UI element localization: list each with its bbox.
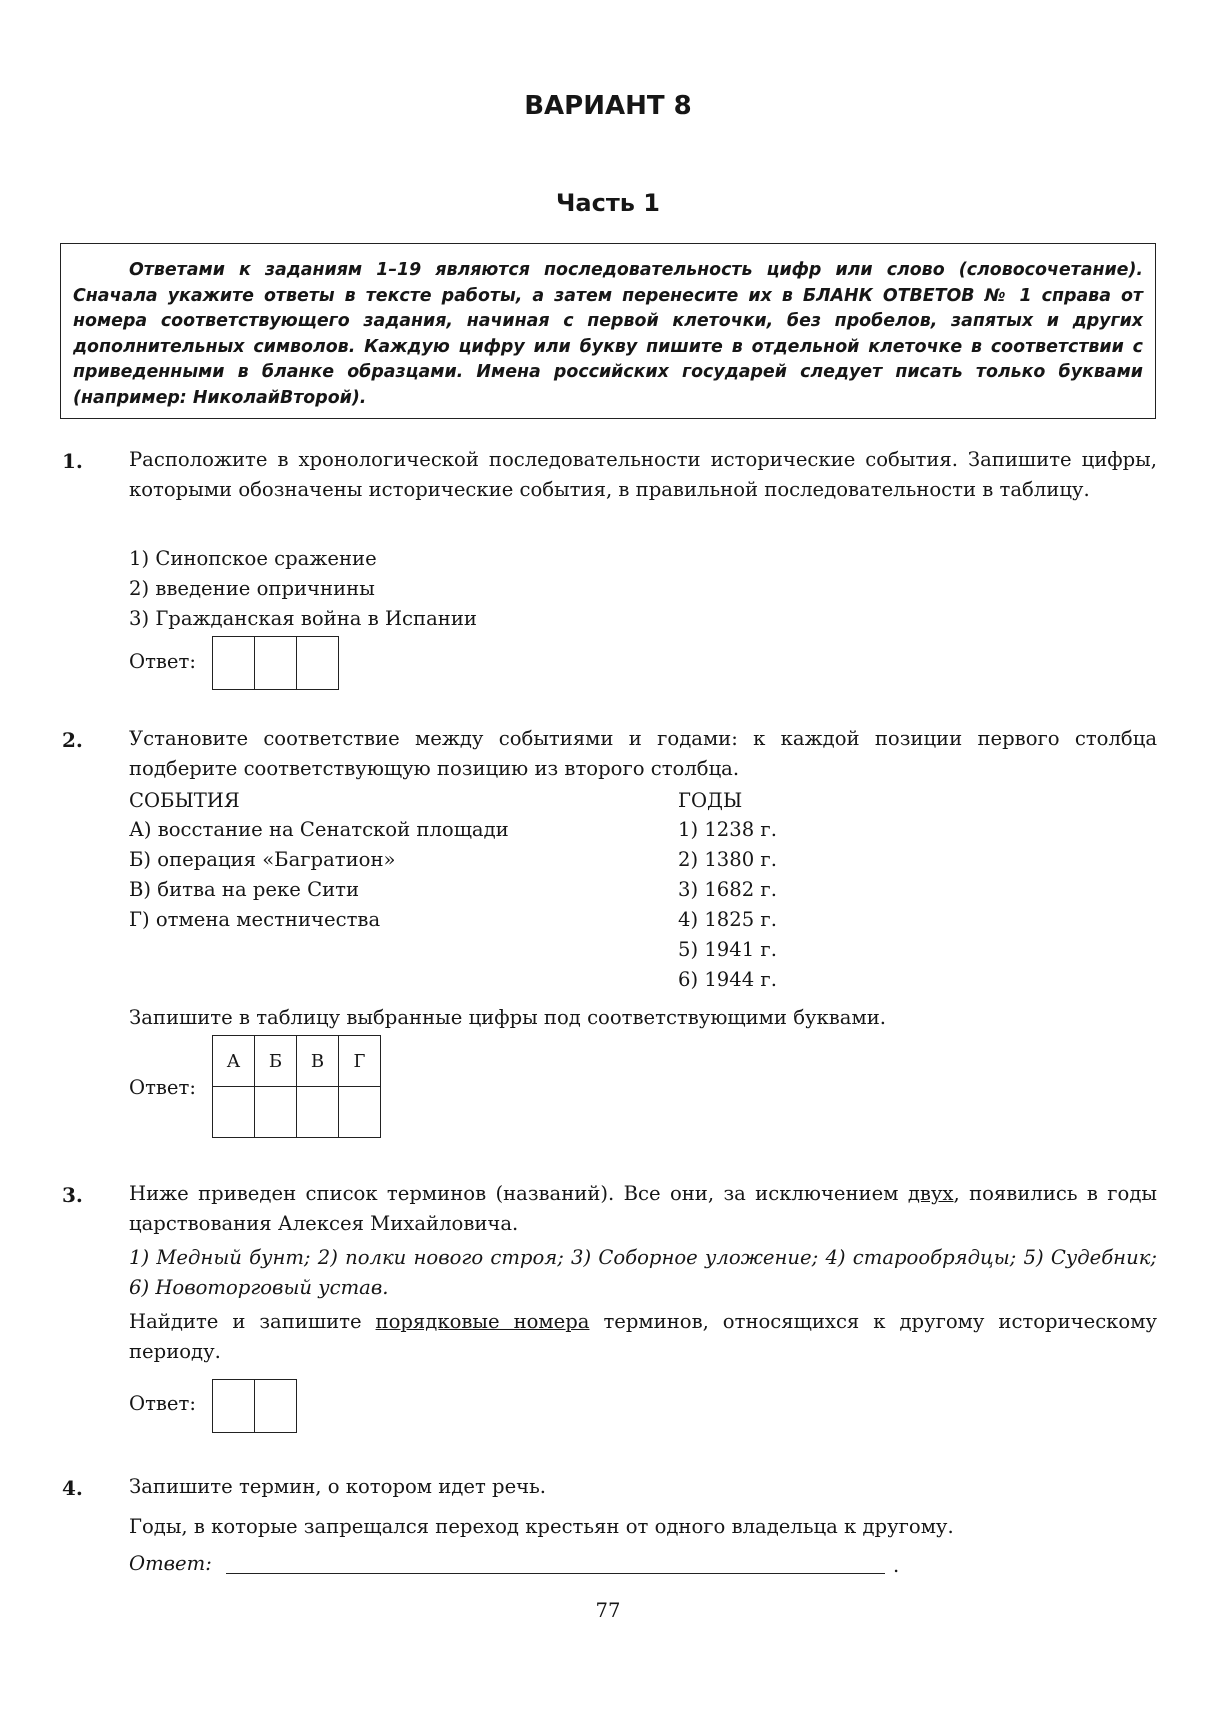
q2-event: Г) отмена местничества [129, 908, 381, 931]
q2-years-header: ГОДЫ [678, 789, 743, 812]
q2-instruction: Запишите в таблицу выбранные цифры под соответствующими буквами. [129, 1006, 886, 1029]
answer-cell[interactable] [213, 637, 255, 690]
q1-text: Расположите в хронологической последовательности исторические события. Запишите цифры, которыми обозначены исторические события, в правильной последовательности в таблицу. [129, 448, 1157, 501]
q3-answer-label: Ответ: [129, 1392, 196, 1415]
answer-cell[interactable] [255, 1087, 297, 1138]
letter-cell: А [213, 1036, 255, 1087]
q4-answer-label: Ответ: [129, 1552, 212, 1575]
q2-text: Установите соответствие между событиями и годами: к каждой позиции первого столбца подберите соответствующую позицию из второго столбца. [129, 727, 1157, 780]
q1-item: 1) Синопское сражение [129, 547, 377, 570]
q2-number: 2. [62, 728, 83, 752]
q1-answer-label: Ответ: [129, 650, 196, 673]
answer-cell[interactable] [213, 1380, 255, 1433]
q2-year: 1) 1238 г. [678, 818, 777, 841]
q2-answer-label: Ответ: [129, 1076, 196, 1099]
q4-answer-end: . [893, 1554, 900, 1577]
q3-text-b: , появились в годы царствования Алексея Михайловича. [129, 1182, 1157, 1235]
q3-text-emphasis: двух [907, 1182, 954, 1205]
q4-number: 4. [62, 1476, 83, 1500]
q1-item: 2) введение опричнины [129, 577, 375, 600]
part-title: Часть 1 [556, 189, 660, 217]
q3-find-a: Найдите и запишите [129, 1310, 376, 1333]
answer-cell[interactable] [255, 637, 297, 690]
q3-terms: 1) Медный бунт; 2) полки нового строя; 3) Соборное уложение; 4) старообрядцы; 5) Судебник; 6) Новоторговый устав. [129, 1246, 1157, 1299]
answer-cell[interactable] [339, 1087, 381, 1138]
instructions-box [60, 243, 1156, 419]
q2-events-header: СОБЫТИЯ [129, 789, 240, 812]
q2-event: Б) операция «Багратион» [129, 848, 396, 871]
q1-number: 1. [62, 449, 83, 473]
q4-text: Запишите термин, о котором идет речь. [129, 1475, 547, 1498]
q3-find-emphasis: порядковые номера [375, 1310, 590, 1333]
q1-item: 3) Гражданская война в Испании [129, 607, 477, 630]
answer-cell[interactable] [297, 1087, 339, 1138]
q2-event: А) восстание на Сенатской площади [129, 818, 509, 841]
q3-find-b: терминов, относящихся к другому историческому периоду. [129, 1310, 1157, 1363]
answer-cell[interactable] [213, 1087, 255, 1138]
page-number: 77 [595, 1599, 621, 1622]
q3-text-a: Ниже приведен список терминов (названий). Все они, за исключением [129, 1182, 908, 1205]
q2-year: 6) 1944 г. [678, 968, 777, 991]
answer-cell[interactable] [297, 637, 339, 690]
variant-title: ВАРИАНТ 8 [524, 91, 692, 121]
q2-year: 3) 1682 г. [678, 878, 777, 901]
letter-cell: В [297, 1036, 339, 1087]
q3-text [129, 1179, 1157, 1239]
answer-cell[interactable] [255, 1380, 297, 1433]
q1-answer-grid [212, 636, 339, 690]
q2-year: 2) 1380 г. [678, 848, 777, 871]
q3-number: 3. [62, 1183, 83, 1207]
letter-cell: Б [255, 1036, 297, 1087]
q4-description: Годы, в которые запрещался переход крестьян от одного владельца к другому. [129, 1515, 954, 1538]
q3-answer-grid [212, 1379, 297, 1433]
q2-year: 4) 1825 г. [678, 908, 777, 931]
q2-event: В) битва на реке Сити [129, 878, 360, 901]
q3-find [129, 1307, 1157, 1367]
instructions-text: Ответами к заданиям 1–19 являются последовательность цифр или слово (словосочетание). Сначала укажите ответы в тексте работы, а затем перенесите их в БЛАНК ОТВЕТОВ № 1 справа от номера соответствующего задания, начиная с первой клеточки, без пробелов, запятых и других дополнительных символов. Каждую цифру или букву пишите в отдельной клеточке в соответствии с приведенными в бланке образцами. Имена российских государей следует писать только буквами (например: НиколайВторой). [73, 260, 1143, 408]
q2-answer-grid [212, 1035, 381, 1138]
q2-year: 5) 1941 г. [678, 938, 777, 961]
letter-cell: Г [339, 1036, 381, 1087]
q4-answer-line[interactable] [226, 1573, 885, 1574]
